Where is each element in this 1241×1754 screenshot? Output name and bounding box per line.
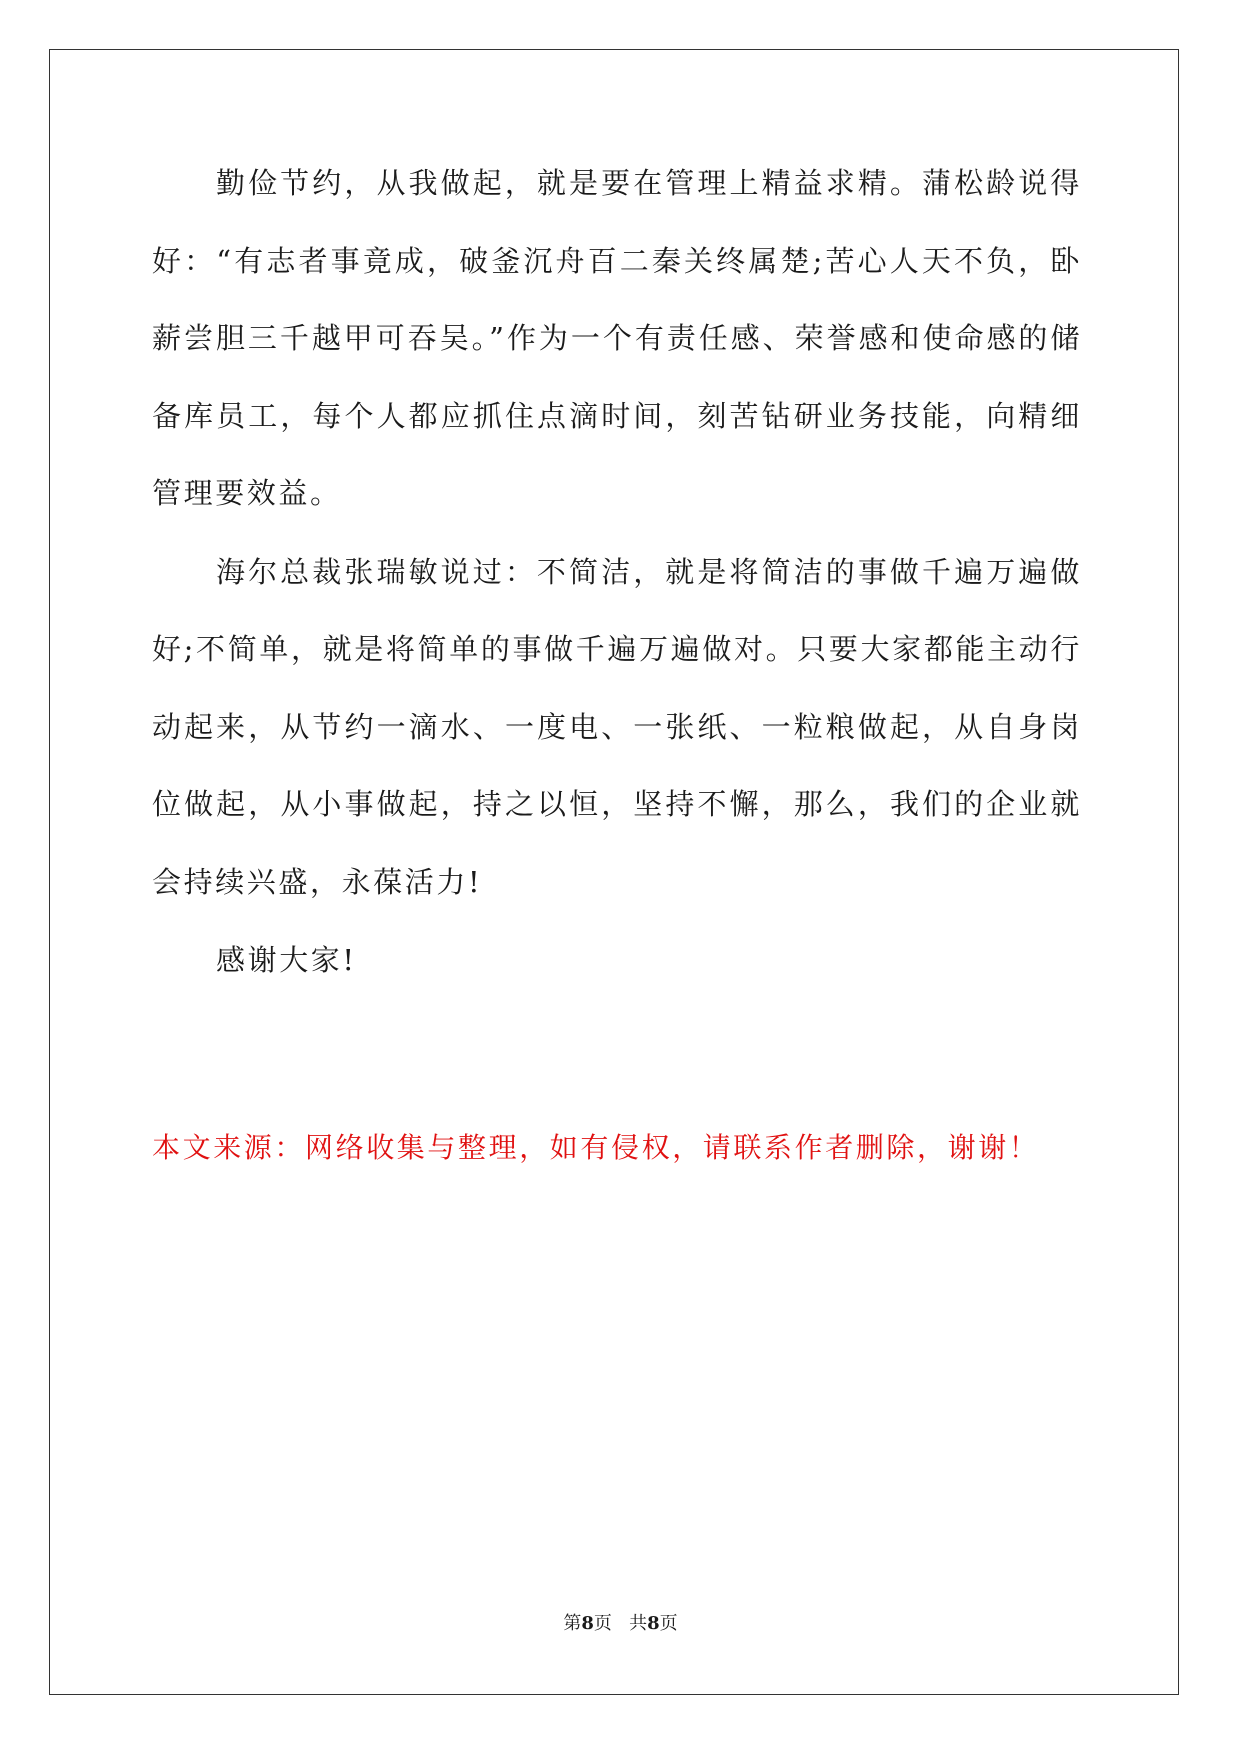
paragraph-haier-quote: 海尔总裁张瑞敏说过：不简洁，就是将简洁的事做千遍万遍做好;不简单，就是将简单的事做千遍万遍做对。只要大家都能主动行动起来，从节约一滴水、一度电、一张纸、一粒粮做起，从自身岗位做起，从小事做起，持之以恒，坚持不懈，那么，我们的企业就会持续兴盛，永葆活力! xyxy=(152,554,1082,899)
source-note: 本文来源：网络收集与整理，如有侵权，请联系作者删除，谢谢！ xyxy=(152,1131,1040,1164)
footer-page-number: 8 xyxy=(581,1613,594,1634)
paragraph-thanks: 感谢大家! xyxy=(216,943,357,977)
paragraph-frugality: 勤俭节约，从我做起，就是要在管理上精益求精。蒲松龄说得好：“有志者事竟成，破釜沉舟百二秦关终属楚;苦心人天不负，卧薪尝胆三千越甲可吞吴。”作为一个有责任感、荣誉感和使命感的储备库员工，每个人都应抓住点滴时间，刻苦钻研业务技能，向精细管理要效益。 xyxy=(152,166,1082,510)
footer-page-suffix: 页 xyxy=(593,1613,612,1634)
footer-page-prefix: 第 xyxy=(563,1613,582,1634)
footer-total-suffix: 页 xyxy=(659,1613,678,1634)
document-body xyxy=(152,145,1082,1000)
page-footer xyxy=(0,1612,1241,1636)
footer-total-prefix: 共 xyxy=(629,1613,648,1634)
footer-total-number: 8 xyxy=(647,1613,660,1634)
